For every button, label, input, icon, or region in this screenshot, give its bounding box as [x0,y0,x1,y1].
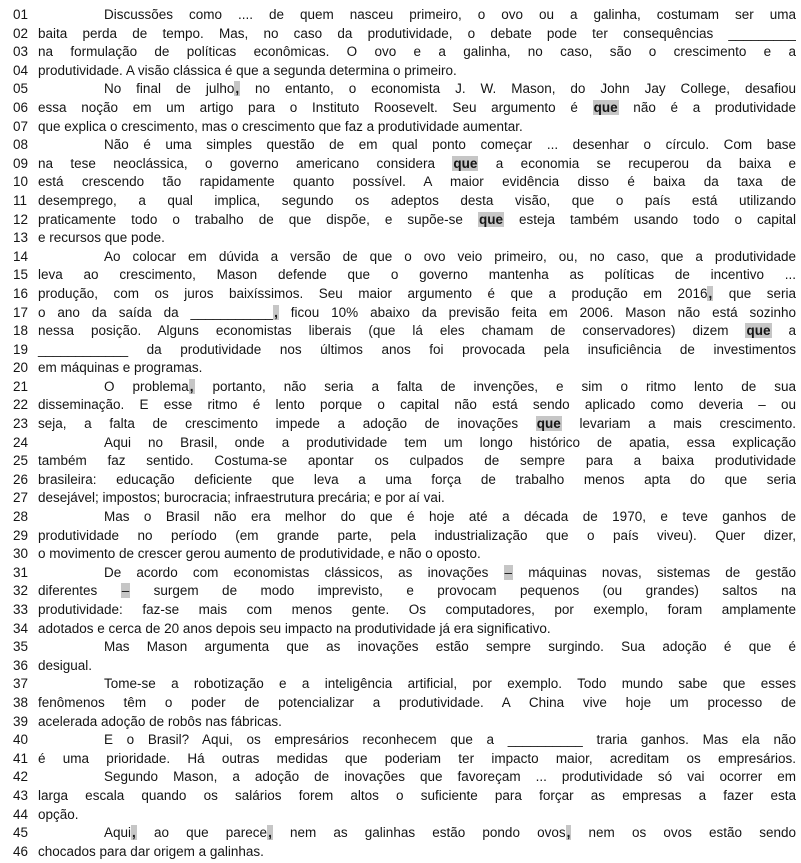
text-segment: brasileira: educação deficiente que leva a uma força de trabalho menos apta do que seria [38,471,796,487]
line-text [38,768,796,787]
line-number: 42 [13,769,29,785]
line-number: 26 [13,471,29,487]
text-segment: produtividade no período (em grande parte, pela industrialização que o país viveu). Quer dizer, [38,527,796,543]
text-line-26 [13,471,796,490]
text-segment: desemprego, a qual implica, segundo os adeptos desta visão, que o país está utilizando [38,192,796,208]
text-segment: Ao colocar em dúvida a versão de que o ovo veio primeiro, ou, no caso, que a produtividade [104,248,796,264]
line-text [38,713,796,732]
line-number: 22 [13,397,29,413]
text-line-34 [13,620,796,639]
text-segment: ficou 10% abaixo da previsão feita em 2006. Mason não está sozinho [278,304,796,320]
text-line-31 [13,564,796,583]
text-line-39 [13,713,796,732]
line-text [38,564,796,583]
text-segment: ____________ da produtividade nos últimos anos foi provocada pela insuficiência de investimentos [38,341,796,357]
text-line-37 [13,675,796,694]
line-number: 45 [13,825,29,841]
text-segment: no entanto, o economista J. W. Mason, do John Jay College, desafiou [240,81,796,97]
line-text [38,489,796,508]
text-line-33 [13,601,796,620]
line-text [38,62,796,81]
line-number: 24 [13,434,29,450]
line-text [38,359,796,378]
text-segment: seja, a falta de crescimento impede a adoção de inovações [38,416,536,432]
text-line-08 [13,136,796,155]
highlighted-punctuation: , [268,825,272,841]
line-number: 21 [13,378,29,394]
text-segment: opção. [38,806,79,822]
text-line-14 [13,248,796,267]
text-line-43 [13,787,796,806]
text-line-36 [13,657,796,676]
line-text [38,80,796,99]
text-segment: diferentes [38,583,121,599]
text-segment: em máquinas e programas. [38,360,203,376]
line-number: 32 [13,583,29,599]
text-segment: a [771,323,796,339]
line-text [38,582,796,601]
text-line-02 [13,25,796,44]
line-number: 09 [13,155,29,171]
text-segment: fenômenos têm o poder de potencializar a produtividade. A China vive hoje um processo de [38,694,796,710]
text-line-07 [13,118,796,137]
text-segment: Mas Mason argumenta que as inovações estão sempre surgindo. Sua adoção é que é [104,639,796,655]
text-line-32 [13,582,796,601]
text-segment: No final de julho [104,81,235,97]
text-segment: produtividade: faz-se mais com menos gente. Os computadores, por exemplo, foram amplamente [38,602,796,617]
line-number: 44 [13,806,29,822]
text-line-45 [13,824,796,843]
line-number: 02 [13,25,29,41]
line-text [38,787,796,806]
line-text [38,471,796,490]
text-segment: De acordo com economistas clássicos, as inovações [104,564,504,580]
line-number: 12 [13,211,29,227]
line-number: 04 [13,62,29,78]
line-number: 01 [13,7,29,22]
line-number: 13 [13,230,29,246]
line-text [38,341,796,360]
text-line-17 [13,304,796,323]
line-number: 14 [13,248,29,264]
text-line-09 [13,155,796,174]
line-number: 33 [13,602,29,617]
line-number: 41 [13,750,29,766]
text-line-13 [13,229,796,248]
text-segment: surgem de modo imprevisto, e provocam pequenos (ou grandes) saltos na [130,583,796,599]
line-number: 37 [13,676,29,692]
text-segment: máquinas novas, sistemas de gestão [513,564,796,580]
text-segment: que seria [713,285,796,301]
text-passage [13,6,796,861]
line-number: 27 [13,490,29,506]
line-text [38,396,796,415]
line-text [38,211,796,230]
line-text [38,657,796,676]
text-line-40 [13,731,796,750]
line-text [38,136,796,155]
line-number: 07 [13,118,29,134]
highlighted-word: que [746,323,771,339]
text-line-15 [13,266,796,285]
line-number: 39 [13,713,29,729]
line-number: 35 [13,639,29,655]
text-line-05 [13,80,796,99]
line-text [38,266,796,285]
text-line-03 [13,43,796,62]
line-number: 11 [13,192,28,208]
text-segment: também faz sentido. Costuma-se apontar os culpados de sempre para a baixa produtividade [38,453,796,469]
line-text [38,824,796,843]
line-number: 16 [13,285,29,301]
text-line-27 [13,489,796,508]
line-number: 03 [13,44,29,60]
line-text [38,434,796,453]
line-text [38,6,796,25]
line-text [38,378,796,397]
line-text [38,601,796,620]
line-text [38,452,796,471]
text-line-42 [13,768,796,787]
text-segment: é uma prioridade. Há outras medidas que poderiam ter impacto maior, acreditam os empresários. [38,750,796,766]
line-text [38,508,796,527]
text-segment: Aqui no Brasil, onde a produtividade tem um longo histórico de apatia, essa explicação [104,434,796,450]
line-text [38,527,796,546]
line-number: 28 [13,509,29,525]
text-segment: produção, com os juros baixíssimos. Seu maior argumento é que a produção em 2016 [38,285,708,301]
line-text [38,731,796,750]
text-segment: nessa posição. Alguns economistas liberais (que lá eles chamam de conservadores) dizem [38,323,746,339]
text-segment: e recursos que pode. [38,230,165,246]
highlighted-punctuation: , [132,825,136,841]
text-line-22 [13,396,796,415]
text-segment: que explica o crescimento, mas o crescimento que faz a produtividade aumentar. [38,118,523,134]
text-segment: essa noção em um artigo para o Instituto Roosevelt. Seu argumento é [38,99,593,115]
text-line-19 [13,341,796,360]
line-number: 15 [13,267,29,283]
text-line-35 [13,638,796,657]
text-segment: praticamente todo o trabalho de que dispõe, e supõe-se [38,211,478,227]
line-text [38,173,796,192]
line-number: 23 [13,416,29,432]
text-line-21 [13,378,796,397]
text-line-01 [13,6,796,25]
text-line-28 [13,508,796,527]
highlighted-punctuation: , [235,81,240,97]
text-segment: disseminação. E esse ritmo é lento porque o capital não está sendo aplicado como deveria – ou [38,397,796,413]
line-number: 43 [13,787,29,803]
text-segment: leva ao crescimento, Mason defende que o governo mantenha as políticas de incentivo ... [38,267,796,283]
text-segment: Não é uma simples questão de em qual ponto começar ... desenhar o círculo. Com base [104,137,796,153]
highlighted-word: que [478,211,503,227]
line-text [38,415,796,434]
text-line-10 [13,173,796,192]
line-text [38,545,796,564]
text-line-11 [13,192,796,211]
text-segment: Aqui [104,825,132,841]
text-segment: na formulação de políticas econômicas. O ovo e a galinha, no caso, são o crescimento e a [38,44,796,60]
line-number: 30 [13,546,29,562]
highlighted-punctuation: – [504,564,513,580]
line-number: 05 [13,81,29,97]
text-segment: nem os ovos estão sendo [571,825,796,841]
line-text [38,43,796,62]
highlighted-word: que [593,99,618,115]
text-line-18 [13,322,796,341]
line-number: 18 [13,323,29,339]
text-line-24 [13,434,796,453]
text-segment: está crescendo tão rapidamente quanto possível. A maior evidência disso é baixa da taxa de [38,174,796,190]
line-number: 06 [13,99,29,115]
line-number: 40 [13,732,29,748]
text-line-23 [13,415,796,434]
line-number: 20 [13,360,29,376]
line-text [38,285,796,304]
text-segment: acelerada adoção de robôs nas fábricas. [38,713,282,729]
line-text [38,620,796,639]
line-text [38,694,796,713]
line-text [38,304,796,323]
text-segment: não é a produtividade [618,99,796,115]
text-segment: Discussões como .... de quem nasceu primeiro, o ovo ou a galinha, costumam ser uma [104,7,796,22]
highlighted-word: que [453,155,478,171]
text-segment: portanto, não seria a falta de invenções, e sim o ritmo lento de sua [194,378,796,394]
text-line-04 [13,62,796,81]
text-segment: Segundo Mason, a adoção de inovações que favoreçam ... produtividade só vai ocorrer em [104,769,796,785]
highlighted-punctuation: , [708,285,713,301]
line-number: 31 [13,564,29,580]
text-segment: Mas o Brasil não era melhor do que é hoje até a década de 1970, e teve ganhos de [104,509,796,525]
text-segment: adotados e cerca de 20 anos depois seu impacto na produtividade já era significativo. [38,620,551,636]
text-segment: nem as galinhas estão pondo ovos [272,825,566,841]
text-line-16 [13,285,796,304]
text-segment: esteja também usando todo o capital [503,211,796,227]
text-segment: desigual. [38,657,93,673]
line-number: 19 [13,341,29,357]
line-text [38,843,796,862]
text-segment: a economia se recuperou da baixa e [478,155,796,171]
line-text [38,806,796,825]
text-segment: produtividade. A visão clássica é que a segunda determina o primeiro. [38,62,457,78]
line-number: 08 [13,137,29,153]
text-segment: levariam a mais crescimento. [561,416,796,432]
highlighted-punctuation: , [189,378,194,394]
highlighted-punctuation: – [121,583,130,599]
text-line-46 [13,843,796,862]
text-line-20 [13,359,796,378]
text-segment: O problema [104,378,189,394]
line-text [38,750,796,769]
line-text [38,99,796,118]
text-segment: desejável; impostos; burocracia; infraestrutura precária; e por aí vai. [38,490,445,506]
line-text [38,25,796,44]
line-number: 46 [13,843,29,859]
highlighted-punctuation: , [274,304,278,320]
line-text [38,229,796,248]
line-text [38,248,796,267]
line-number: 17 [13,304,29,320]
line-number: 34 [13,620,29,636]
text-segment: E o Brasil? Aqui, os empresários reconhecem que a __________ traria ganhos. Mas ela não [104,732,796,748]
text-line-29 [13,527,796,546]
line-text [38,192,796,211]
line-text [38,155,796,174]
text-line-41 [13,750,796,769]
text-segment: Tome-se a robotização e a inteligência artificial, por exemplo. Todo mundo sabe que esses [104,676,796,692]
line-number: 38 [13,694,29,710]
text-segment: na tese neoclássica, o governo americano considera [38,155,453,171]
line-number: 10 [13,174,29,190]
text-segment: chocados para dar origem a galinhas. [38,843,264,859]
text-segment: baita perda de tempo. Mas, no caso da produtividade, o debate pode ter consequências _________ [38,25,796,41]
text-line-44 [13,806,796,825]
line-number: 25 [13,453,29,469]
text-segment: o movimento de crescer gerou aumento de produtividade, e não o oposto. [38,546,481,562]
highlighted-word: que [536,416,561,432]
text-line-25 [13,452,796,471]
text-line-30 [13,545,796,564]
line-text [38,322,796,341]
line-number: 36 [13,657,29,673]
text-line-06 [13,99,796,118]
highlighted-punctuation: , [566,825,571,841]
line-text [38,638,796,657]
line-text [38,118,796,137]
line-number: 29 [13,527,29,543]
line-text [38,675,796,694]
text-line-12 [13,211,796,230]
text-segment: larga escala quando os salários forem altos o suficiente para forçar as empresas a fazer esta [38,787,796,803]
text-line-38 [13,694,796,713]
text-segment: ao que parece [136,825,268,841]
text-segment: o ano da saída da ___________ [38,304,274,320]
